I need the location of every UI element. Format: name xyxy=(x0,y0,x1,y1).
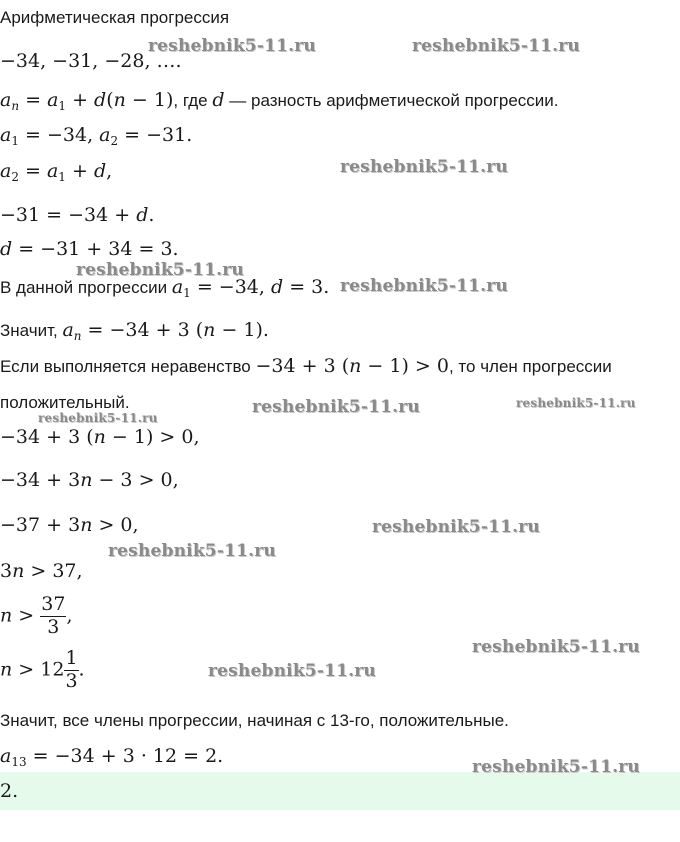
inequality-step-6: n > 12 $\frac{1}{3}$ . xyxy=(0,647,85,692)
watermark: reshebnik5-11.ru xyxy=(472,637,640,657)
term-13: $a_{13} = -34 + 3 \cdot 12 = 2$. xyxy=(0,745,224,769)
watermark: reshebnik5-11.ru xyxy=(76,260,244,280)
general-term-suffix: , где xyxy=(173,91,213,110)
inequality-step-2: −34 + 3n − 3 > 0, xyxy=(0,469,179,491)
nth-term-text: Значит, xyxy=(0,321,63,340)
sequence: −34, −31, −28, …. xyxy=(0,50,182,72)
watermark: reshebnik5-11.ru xyxy=(252,397,420,417)
condition-suffix: , то член прогрессии xyxy=(448,357,612,376)
watermark: reshebnik5-11.ru xyxy=(340,276,508,296)
watermark: reshebnik5-11.ru xyxy=(108,541,276,561)
condition-inequality: −34 + 3 (n − 1) > 0 xyxy=(255,355,449,377)
watermark: reshebnik5-11.ru xyxy=(148,36,316,56)
inequality-step-5: n > $\frac{37}{3}$ , xyxy=(0,593,73,638)
watermark: reshebnik5-11.ru xyxy=(38,411,158,425)
watermark: reshebnik5-11.ru xyxy=(208,661,376,681)
first-terms: $a_1 = -34$, $a_2 = -31$. xyxy=(0,124,193,148)
page-title: Арифметическая прогрессия xyxy=(0,8,230,27)
answer-box xyxy=(0,772,680,810)
inequality-step-3: −37 + 3n > 0, xyxy=(0,514,139,536)
conclusion-text: Значит, все члены прогрессии, начиная с 13-го, положительные. xyxy=(0,711,509,730)
nth-term-formula: $a_n = -34 + 3$ (n − 1). xyxy=(62,319,269,343)
progression-params-text: В данной прогрессии xyxy=(0,278,172,297)
difference-result: d = −31 + 34 = 3. xyxy=(0,238,179,260)
watermark: reshebnik5-11.ru xyxy=(372,517,540,537)
mixed-fraction: $\frac{1}{3}$ xyxy=(65,647,78,692)
difference-symbol: d xyxy=(212,89,225,111)
general-term-formula: $a_n = a_1 + d(n - 1)$ xyxy=(0,89,174,113)
watermark: reshebnik5-11.ru xyxy=(412,36,580,56)
condition-line xyxy=(0,355,612,377)
condition-prefix: Если выполняется неравенство xyxy=(0,357,256,376)
difference-equation: −31 = −34 + d. xyxy=(0,204,155,226)
progression-params-math: $a_1 = -34$, d = 3. xyxy=(171,276,330,300)
general-term-line xyxy=(0,89,559,113)
watermark: reshebnik5-11.ru xyxy=(516,396,636,410)
condition-positive: положительный. xyxy=(0,393,130,412)
fraction-37-3: $\frac{37}{3}$ xyxy=(41,593,66,638)
inequality-step-4: 3n > 37, xyxy=(0,560,83,582)
watermark: reshebnik5-11.ru xyxy=(472,757,640,777)
difference-formula: $a_2 = a_1 + d$, xyxy=(0,160,113,184)
watermark: reshebnik5-11.ru xyxy=(340,157,508,177)
inequality-step-1: −34 + 3 (n − 1) > 0, xyxy=(0,426,200,448)
answer-value: 2. xyxy=(0,780,19,802)
nth-term-line xyxy=(0,319,269,343)
difference-description: — разность арифметической прогрессии. xyxy=(229,91,559,110)
